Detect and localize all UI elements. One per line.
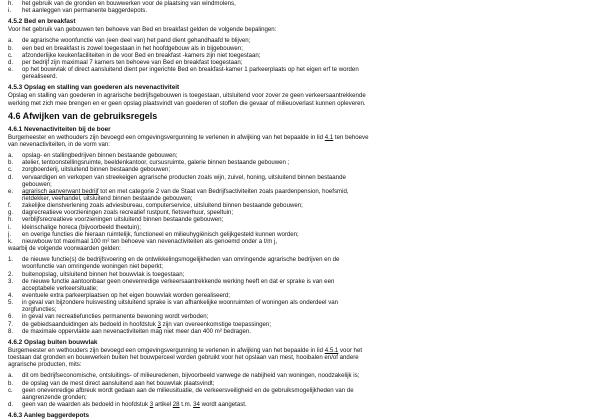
section-heading-4-6-3: 4.6.3 Aanleg baggerdepots (8, 412, 90, 420)
list-item: i. het aanleggen van permanente baggerdepots. (8, 7, 148, 15)
list-item-continuation: gebouwen; (22, 180, 52, 188)
list-item: 4. eventuele extra parkeerplaatsen op het eigen bouwvlak worden gerealiseerd; (8, 292, 230, 299)
paragraph-line: agrarische producten, mits: (8, 361, 82, 369)
list-item: c. zorgboerderij, uitsluitend binnen bestaande gebouwen; (8, 166, 171, 174)
list-item: j. en overige functies die hieraan ruimtelijk, functioneel en milieuhygiënisch gelijkgesteld kunnen worden; (8, 230, 299, 238)
list-item-continuation: woonfunctie van omringende woningen niet beperkt; (22, 263, 163, 271)
list-item: 8. de maximale oppervlakte aan nevenactiviteiten mag niet meer dan 400 m² bedragen. (8, 327, 251, 335)
list-item: h. verblijfsrecreatieve voorzieningen uitsluitend binnen bestaande gebouwen; (8, 216, 224, 224)
section-heading-4-5-3: 4.5.3 Opslag en stalling van goederen als nevenactiviteit (8, 84, 180, 92)
top-list (8, 0, 592, 14)
section-heading-4-5-2: 4.5.2 Bed en breakfast (8, 18, 76, 26)
list-item: e. op het bouwvlak of direct aansluitend dient per ingerichte Bed en breakfast-kamer 1 parkeerplaats op het eigen erf te worden (8, 66, 359, 74)
list-item-continuation: gerealiseerd. (22, 73, 58, 81)
list-item: 3. de nieuwe functie aantoonbaar geen onevenredige verkeersaantrekkende werking heeft en dat er sprake is van een (8, 277, 335, 285)
list-item: b. de opslag van de mest direct aansluitend aan het bouwvlak plaatsvindt; (8, 379, 215, 387)
paragraph-line: werking met zich mee brengen en er geen opslag plaatsvindt van goederen of stoffen die gevaar of milieuoverlast kunnen opleveren. (8, 99, 366, 107)
article-reference[interactable]: 4.5.1 (324, 346, 339, 354)
list-item: d. geen van de waarden als bedoeld in hoofdstuk 3 artikel 28 t.m. 34 wordt aangetast. (8, 401, 247, 409)
section-intro: Voor het gebruik van gebouwen ten behoeve van Bed en breakfast gelden de volgende bepalingen: (8, 26, 277, 34)
list-item: c. geen onevenredige afbreuk wordt gedaan aan de milieusituatie, de verkeersveiligheid en de gebruiksmogelijkheden van de (8, 386, 354, 394)
paragraph-line: Burgemeester en wethouders zijn bevoegd een omgevingsvergunning te verlenen in afwijking van het bepaalde in lid 4.5.1 voor het (8, 346, 363, 354)
list-item-continuation: acceptabele verkeersituatie; (22, 284, 98, 292)
list-item: b. een bed en breakfast is zowel toegestaan in het hoofdgebouw als in bijgebouwen; (8, 44, 243, 52)
paragraph-line: Burgemeester en wethouders zijn bevoegd een omgevingsvergunning te verlenen in afwijking van het bepaalde in lid 4.1 ten behoeve (8, 133, 369, 141)
list-item: 1. de nieuwe functie(s) de bedrijfsvoering en de ontwikkelingsmogelijkheden van omringende agrarische bedrijven en de (8, 256, 340, 264)
definition-link[interactable]: agrarisch aanverwant bedrijf (22, 187, 99, 195)
list-item: k. nieuwbouw tot maximaal 100 m² ten behoeve van nevenactiviteiten als genoemd onder a t/m j, (8, 237, 278, 245)
chapter-reference[interactable]: 3 (157, 320, 161, 328)
list-item-continuation: zorgfuncties; (22, 306, 57, 314)
paragraph-line: toestaan dat gronden en bouwwerken buiten het bouwperceel worden gebruikt voor het opslaan van mest, hooibalen en/of andere (8, 354, 359, 362)
list-item: h. het gebruik van de gronden en bouwwerken voor de plaatsing van windmolens, (8, 0, 236, 7)
list-item: a. de agrarische woonfunctie van (een deel van) het pand dient gehandhaafd te blijven; (8, 37, 251, 45)
section-heading-4-6-2: 4.6.2 Opslag buiten bouwvlak (8, 338, 98, 346)
list-item: 2. buitenopslag, uitsluitend binnen het bouwvlak is toegestaan; (8, 270, 185, 278)
article-reference[interactable]: 4.1 (324, 133, 334, 141)
list-item: b. atelier, tentoonstellingsruimte, beeldenkantoor, cursusruimte, galerie binnen bestaande gebouwen ; (8, 159, 290, 167)
article-reference[interactable]: 28 (172, 401, 180, 409)
list-item: d. vervaardigen en verkopen van streekeigen agrarische producten zoals wijn, zuivel, honing, uitsluitend binnen bestaande (8, 173, 346, 181)
list-item: c. afzonderlijke keukenfaciliteiten in de voor Bed en breakfast -kamers zijn niet toegestaan; (8, 51, 261, 59)
list-item-continuation: rietdekker, veehandel, uitsluitend binnen bestaande gebouwen; (22, 194, 193, 202)
article-reference[interactable]: 34 (193, 401, 200, 409)
list-item-continuation: aangrenzende gronden; (22, 393, 87, 401)
list-item: d. per bedrijf zijn maximaal 7 kamers ten behoeve van Bed en breakfast toegestaan; (8, 58, 243, 66)
paragraph-line: Opslag en stalling van goederen in agrarische bedrijfsgebouwen is toegestaan, uitsluitend voor zover ze geen verkeersaantrekkende (8, 92, 366, 100)
list-item: a. opslag- en stallingbedrijven binnen bestaande gebouwen; (8, 152, 178, 160)
list-item: g. dagrecreatieve voorzieningen zoals recreatief rustpunt, fietsverhuur, speeltuin; (8, 209, 234, 217)
list-item: a. dit om bedrijfseconomische, ontsluitings- of milieuredenen, bijvoorbeeld vanwege de nabijheid van woningen, noodzakelijk is; (8, 372, 360, 380)
list-item: 7. de gebiedsaanduidingen als bedoeld in hoofdstuk 3 zijn van overeenkomstige toepassingen; (8, 320, 272, 328)
section-heading-4-6-1: 4.6.1 Nevenactiviteiten bij de boer (8, 125, 111, 133)
paragraph-line: van nevenactiviteiten, in de vorm van: (8, 140, 110, 148)
section-heading-4-6: 4.6 Afwijken van de gebruiksregels (8, 110, 158, 121)
list-item: i. kleinschalige horeca (bijvoorbeeld theetuin); (8, 223, 141, 231)
list-item: e. agrarisch aanverwant bedrijf tot en met categorie 2 van de Staat van Bedrijfsactiviteiten zoals paardenpension, hoefsmid, (8, 187, 349, 195)
list-item: 6. in geval van recreatiefuncties permanente bewoning wordt verboden; (8, 313, 209, 321)
conditions-intro: waarbij de volgende voorwaarden gelden: (8, 245, 121, 253)
list-item: f. zakelijke dienstverlening zoals adviesbureau, computerservice, uitsluitend binnen bestaande gebouwen; (8, 202, 303, 210)
chapter-reference[interactable]: 3 (149, 401, 154, 409)
list-item: 5. in geval van bijzondere huisvesting uitsluitend sprake is van afhankelijke woonruimten of woningen als onderdeel van (8, 299, 339, 307)
